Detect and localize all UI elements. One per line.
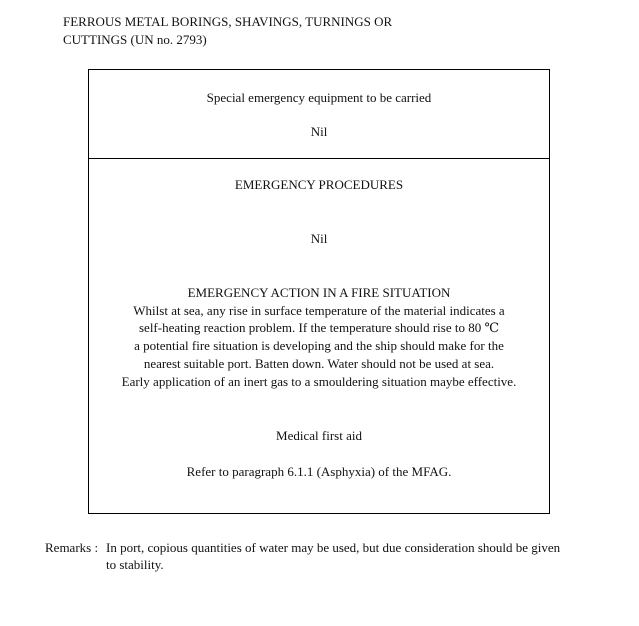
fire-heading: EMERGENCY ACTION IN A FIRE SITUATION xyxy=(187,285,451,300)
fire-text-line: a potential fire situation is developing and the ship should make for the xyxy=(134,338,504,353)
title-line-2: CUTTINGS (UN no. 2793) xyxy=(63,32,207,47)
document-title xyxy=(63,13,392,49)
schedule-table xyxy=(88,69,550,514)
fire-text-line: nearest suitable port. Batten down. Water should not be used at sea. xyxy=(143,356,495,371)
first-aid-text: Refer to paragraph 6.1.1 (Asphyxia) of the MFAG. xyxy=(186,464,452,479)
first-aid-heading: Medical first aid xyxy=(276,428,362,443)
table-divider xyxy=(89,158,549,159)
fire-text-line: Whilst at sea, any rise in surface temperature of the material indicates a xyxy=(133,303,505,318)
remarks-text-line-2: to stability. xyxy=(106,557,164,572)
equipment-heading: Special emergency equipment to be carried xyxy=(206,90,432,105)
procedures-heading: EMERGENCY PROCEDURES xyxy=(234,177,404,192)
equipment-value: Nil xyxy=(310,124,328,139)
remarks-label: Remarks : xyxy=(45,540,99,555)
fire-text-line: self-heating reaction problem. If the temperature should rise to 80 ℃ xyxy=(138,320,499,335)
title-line-1: FERROUS METAL BORINGS, SHAVINGS, TURNINGS OR xyxy=(63,14,393,29)
fire-text-line: Early application of an inert gas to a smouldering situation maybe effective. xyxy=(121,374,517,389)
procedures-value: Nil xyxy=(310,231,328,246)
remarks-text-line-1: In port, copious quantities of water may be used, but due consideration should be given xyxy=(106,540,561,555)
